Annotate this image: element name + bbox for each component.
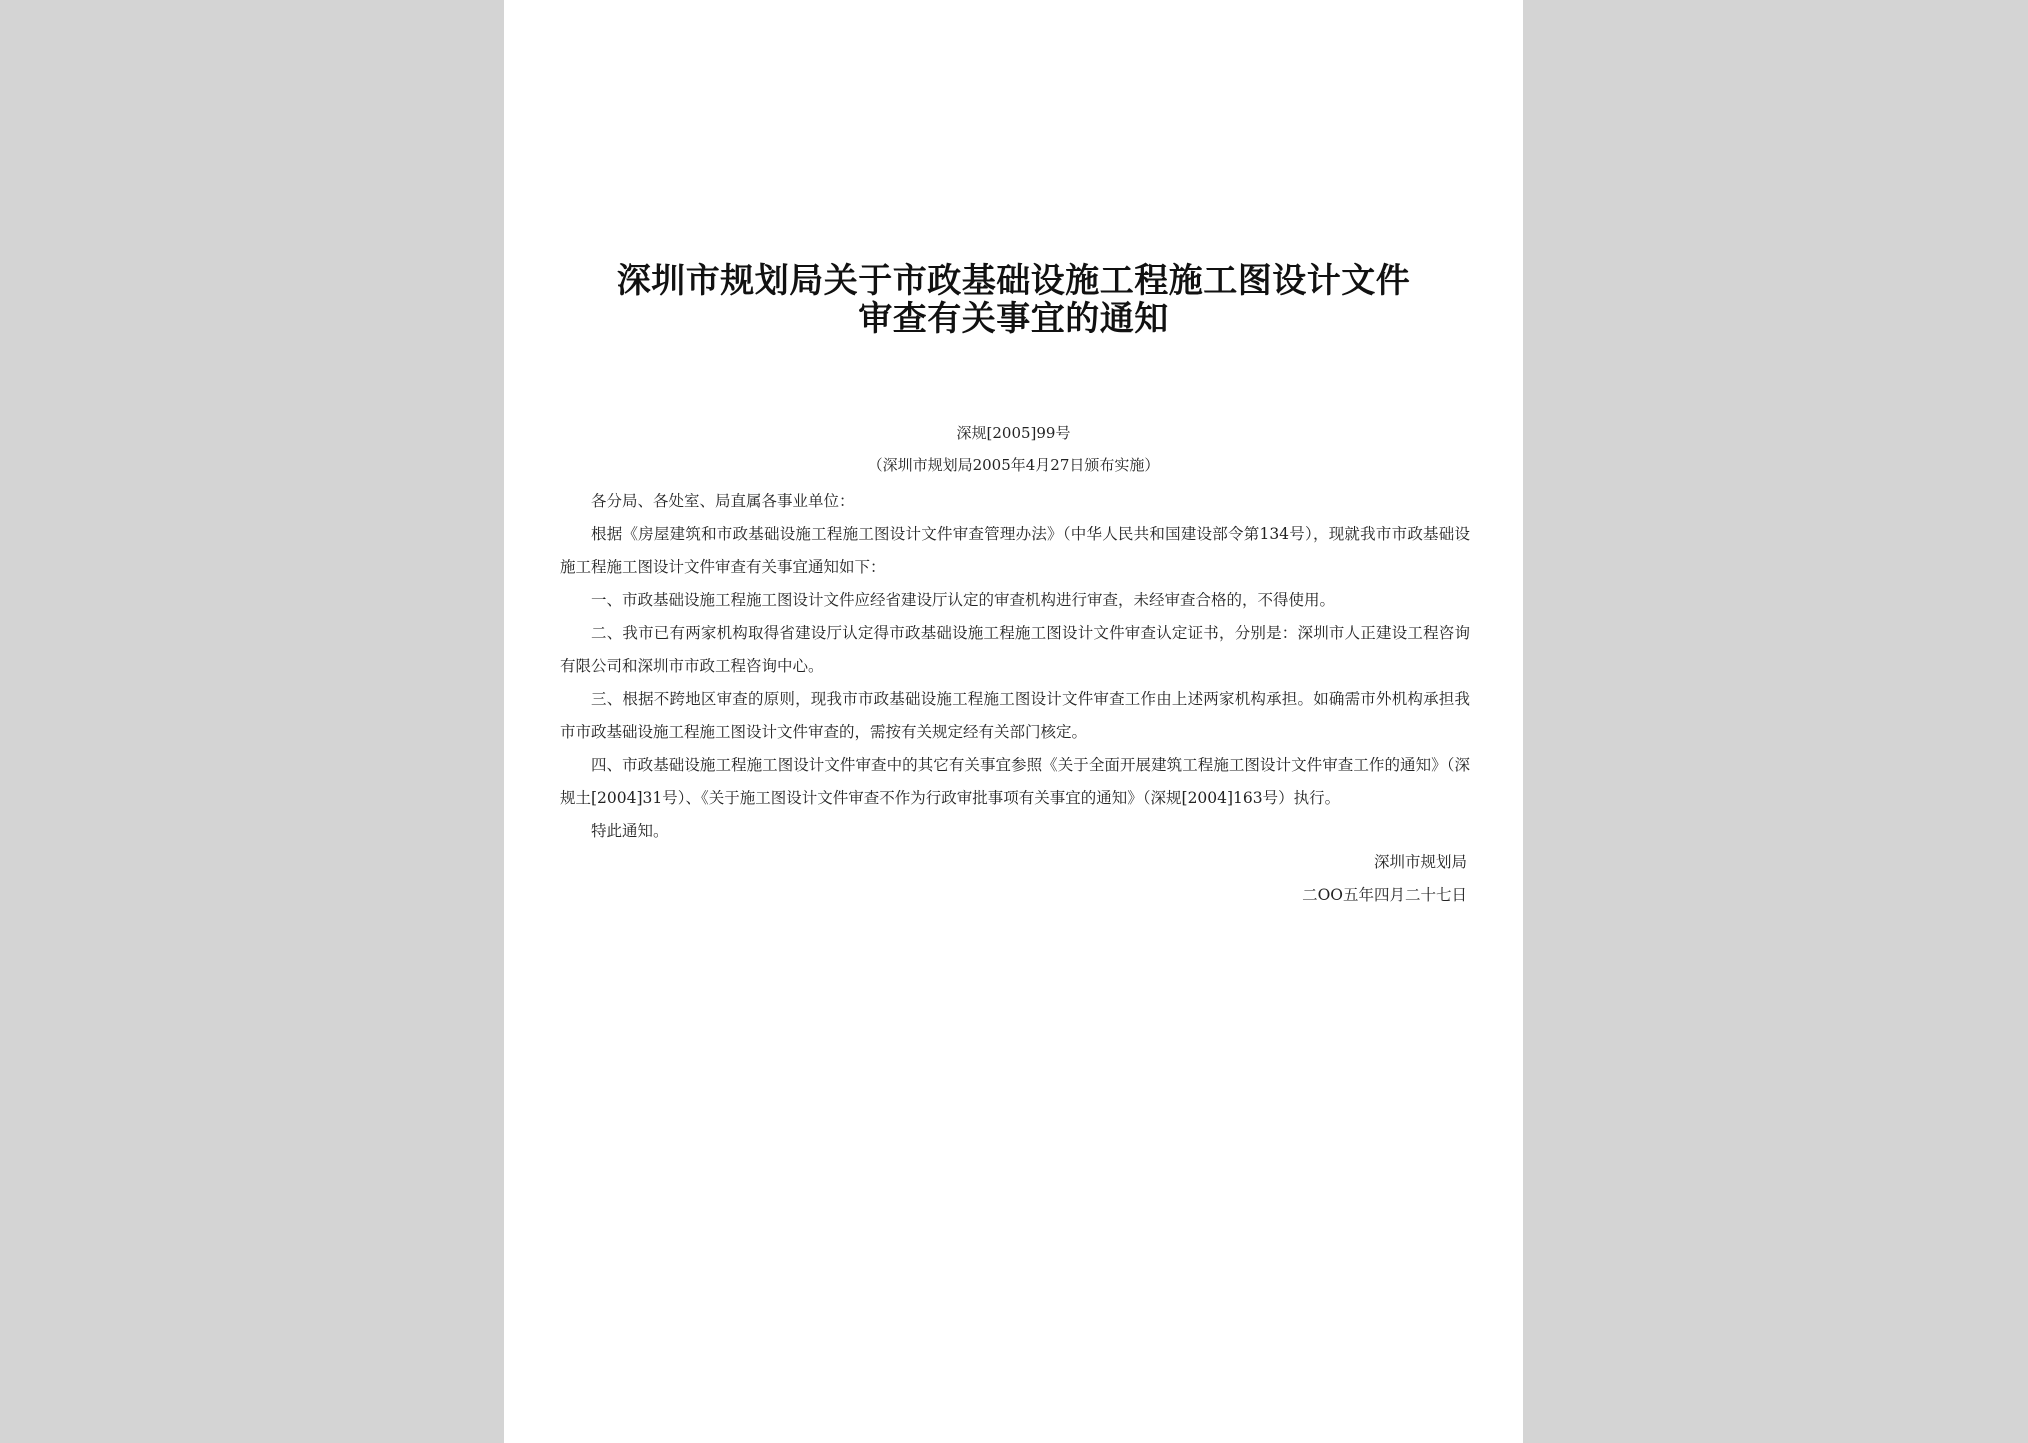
salutation: 各分局、各处室、局直属各事业单位： <box>591 492 855 510</box>
signature-organization: 深圳市规划局 <box>1373 853 1467 871</box>
paragraph-basis: 根据《房屋建筑和市政基础设施工程施工图设计文件审查管理办法》（中华人民共和国建设部令第134号），现就我市市政基础设施工程施工图设计文件审查有关事宜通知如下： <box>560 525 1470 576</box>
paragraph-item-1: 一、市政基础设施工程施工图设计文件应经省建设厅认定的审查机构进行审查，未经审查合格的，不得使用。 <box>591 591 1336 609</box>
signature-date: 二OO五年四月二十七日 <box>1302 886 1467 904</box>
title-line-1: 深圳市规划局关于市政基础设施工程施工图设计文件 <box>616 261 1411 301</box>
document-number: 深规[2005]99号 <box>956 424 1071 442</box>
paragraph-item-4: 四、市政基础设施工程施工图设计文件审查中的其它有关事宜参照《关于全面开展建筑工程施工图设计文件审查工作的通知》（深规土[2004]31号）、《关于施工图设计文件审查不作为行政审批事项有关事宜的通知》（深规[2004]163号）执行。 <box>560 756 1470 807</box>
issued-note: （深圳市规划局2005年4月27日颁布实施） <box>867 456 1160 474</box>
closing-line: 特此通知。 <box>591 822 669 840</box>
document-title <box>504 262 1523 338</box>
document-body <box>560 485 1470 848</box>
document-page <box>504 0 1523 1443</box>
paragraph-item-3: 三、根据不跨地区审查的原则，现我市市政基础设施工程施工图设计文件审查工作由上述两家机构承担。如确需市外机构承担我市市政基础设施工程施工图设计文件审查的，需按有关规定经有关部门核定。 <box>560 690 1470 741</box>
paragraph-item-2: 二、我市已有两家机构取得省建设厅认定得市政基础设施工程施工图设计文件审查认定证书，分别是：深圳市人正建设工程咨询有限公司和深圳市市政工程咨询中心。 <box>560 624 1470 675</box>
title-line-2: 审查有关事宜的通知 <box>858 299 1169 339</box>
